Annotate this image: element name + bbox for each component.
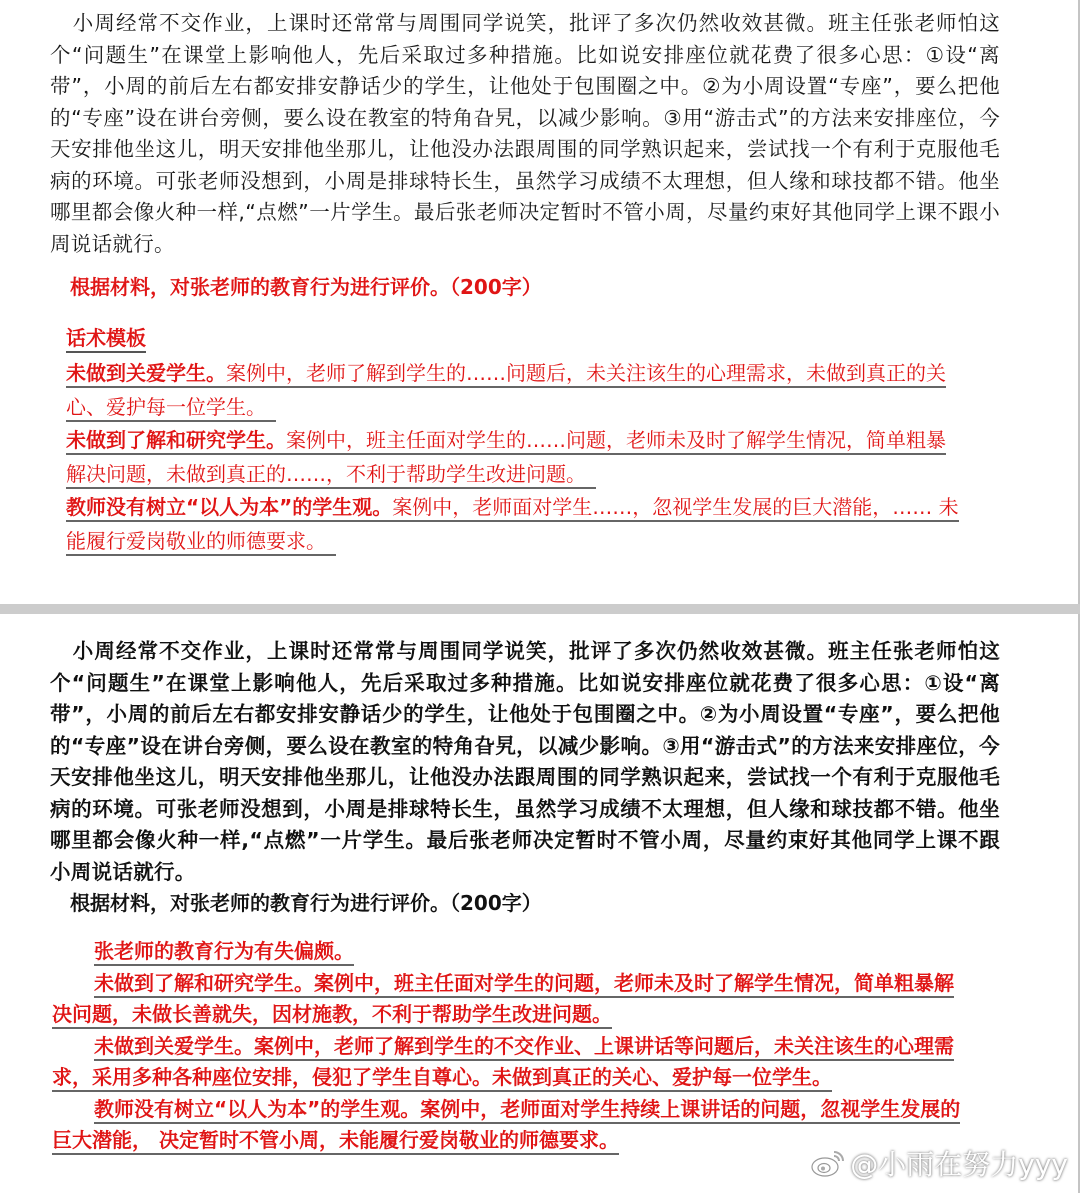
answer-line: 未做到了解和研究学生。案例中，班主任面对学生的问题，老师未及时了解学生情况，简单粗暴解: [52, 968, 1002, 1000]
answer-line: 决问题，未做长善就失，因材施教，不利于帮助学生改进问题。: [52, 999, 1002, 1031]
template-item-2: 未做到了解和研究学生。案例中，班主任面对学生的……问题，老师未及时了解学生情况，简单粗暴 解决问题，未做到真正的……，不利于帮助学生改进问题。: [66, 424, 1006, 491]
answer-line: 张老师的教育行为有失偏颇。: [52, 936, 1002, 968]
answer-line: 求，采用多种各种座位安排，侵犯了学生自尊心。未做到真正的关心、爱护每一位学生。: [52, 1062, 1002, 1094]
weibo-icon: [810, 1148, 846, 1178]
material-paragraph-bottom: 小周经常不交作业，上课时还常常与周围同学说笑，批评了多次仍然收效甚微。班主任张老师怕这个“问题生”在课堂上影响他人，先后采取过多种措施。比如说安排座位就花费了很多心思：①设“离带”，小周的前后左右都安排安静话少的学生，让他处于包围圈之中。②为小周设置“专座”，要么把他的“专座”设在讲台旁侧，要么设在教室的特角旮旯，以减少影响。③用“游击式”的方法来安排座位，今天安排他坐这儿，明天安排他坐那儿，让他没办法跟周围的同学熟识起来，尝试找一个有利于克服他毛病的环境。可张老师没想到，小周是排球特长生，虽然学习成绩不太理想，但人缘和球技都不错。他坐哪里都会像火种一样,“点燃”一片学生。最后张老师决定暂时不管小周，尽量约束好其他同学上课不跟小周说话就行。: [50, 639, 1000, 884]
answer-line: 教师没有树立“以人为本”的学生观。案例中，老师面对学生持续上课讲话的问题，忽视学生发展的: [52, 1094, 1002, 1126]
weibo-watermark: [810, 1143, 1068, 1183]
watermark-text: @小雨在努力yyy: [850, 1148, 1068, 1181]
template-item-3: 教师没有树立“以人为本”的学生观。案例中，老师面对学生……，忽视学生发展的巨大潜能，…… 未 能履行爱岗敬业的师德要求。: [66, 491, 1006, 558]
answer-template: [66, 322, 1006, 558]
material-paragraph-top: 小周经常不交作业，上课时还常常与周围同学说笑，批评了多次仍然收效甚微。班主任张老师怕这个“问题生”在课堂上影响他人，先后采取过多种措施。比如说安排座位就花费了很多心思：①设“离带”，小周的前后左右都安排安静话少的学生，让他处于包围圈之中。②为小周设置“专座”，要么把他的“专座”设在讲台旁侧，要么设在教室的特角旮旯，以减少影响。③用“游击式”的方法来安排座位，今天安排他坐这儿，明天安排他坐那儿，让他没办法跟周围的同学熟识起来，尝试找一个有利于克服他毛病的环境。可张老师没想到，小周是排球特长生，虽然学习成绩不太理想，但人缘和球技都不错。他坐哪里都会像火种一样,“点燃”一片学生。最后张老师决定暂时不管小周，尽量约束好其他同学上课不跟小周说话就行。: [50, 11, 1000, 256]
answer-line: 未做到关爱学生。案例中，老师了解到学生的不交作业、上课讲话等问题后，未关注该生的心理需: [52, 1031, 1002, 1063]
template-title: 话术模板: [66, 325, 146, 353]
question-bottom: 根据材料，对张老师的教育行为进行评价。（200字）: [70, 891, 542, 915]
question-top: 根据材料，对张老师的教育行为进行评价。（200字）: [70, 275, 542, 299]
page-divider: [0, 604, 1080, 614]
bottom-page: [0, 614, 1078, 1193]
model-answer: [52, 936, 1002, 1157]
answer-line: 巨大潜能， 决定暂时不管小周，未能履行爱岗敬业的师德要求。: [52, 1125, 1002, 1157]
template-item-1: 未做到关爱学生。案例中，老师了解到学生的……问题后，未关注该生的心理需求，未做到真正的关 心、爱护每一位学生。: [66, 357, 1006, 424]
